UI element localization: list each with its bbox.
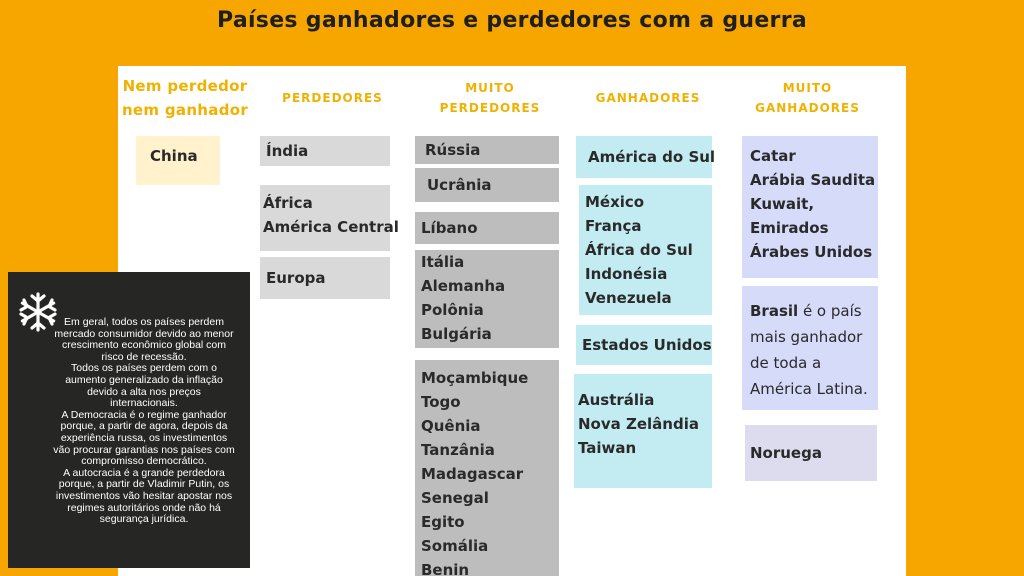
country-name: Arábia Saudita [750, 171, 876, 189]
country-name: Polônia [421, 301, 484, 319]
country-name: Egito [421, 513, 465, 531]
note-line: regimes autoritários onde não há [67, 501, 221, 514]
country-name: Noruega [750, 444, 822, 462]
brazil-text: América Latina. [750, 380, 868, 398]
note-line: risco de recessão. [101, 350, 187, 363]
country-box-south-america [576, 136, 716, 178]
header-big-losers-line: MUITO [465, 81, 515, 95]
country-name: Austrália [578, 391, 655, 409]
country-name: Benin [421, 561, 470, 576]
note-line: compromisso democrático. [81, 455, 207, 468]
note-panel [8, 272, 250, 568]
note-line: experiência russa, os investimentos [60, 431, 228, 444]
note-line: A Democracia é o regime ganhador [61, 408, 227, 421]
country-name: África do Sul [585, 241, 693, 259]
note-line: Todos os países perdem com o [71, 362, 217, 375]
country-name: Rússia [425, 141, 481, 159]
country-name: Togo [421, 393, 461, 411]
country-box-europe-losers [415, 250, 559, 348]
header-losers [270, 88, 395, 108]
country-name: Moçambique [421, 369, 529, 387]
country-name: Senegal [421, 489, 489, 507]
note-line: porque, a partir de Vladimir Putin, os [58, 478, 230, 491]
header-big-losers [420, 78, 560, 118]
country-name: Índia [266, 142, 309, 160]
country-name: Líbano [421, 219, 478, 237]
country-box-norway [745, 425, 877, 481]
country-box-africa-losers [415, 360, 559, 576]
country-name: Catar [750, 147, 796, 165]
brazil-text: de toda a [750, 354, 822, 372]
country-name: Tanzânia [421, 441, 495, 459]
country-name: Quênia [421, 417, 481, 435]
note-line: devido a alta nos preços [87, 385, 201, 398]
country-box-lebanon [415, 212, 559, 244]
note-line: Em geral, todos os países perdem [64, 316, 224, 328]
note-line: porque, a partir de agora, depois da [60, 420, 228, 433]
country-name: Estados Unidos [582, 336, 712, 354]
country-name: Venezuela [585, 289, 672, 307]
country-box-oceania [574, 374, 712, 488]
header-winners [578, 88, 718, 108]
country-name: Kuwait, [750, 195, 815, 213]
brazil-text: mais ganhador [750, 328, 863, 346]
country-box-winners-mixed [579, 185, 712, 315]
country-name: Itália [421, 253, 465, 271]
brazil-text: é o país [798, 302, 862, 320]
country-box-europa [260, 257, 390, 299]
page-title: Países ganhadores e perdedores com a guerra [216, 8, 807, 33]
note-line: investimentos vão hesitar apostar nos [55, 489, 233, 502]
note-line: crescimento econômico global com [62, 339, 226, 352]
header-big-winners-line: MUITO [782, 81, 833, 95]
country-box-brazil [742, 286, 878, 410]
country-name: Indonésia [585, 265, 668, 283]
country-box-gulf [742, 136, 878, 278]
country-box-india [260, 136, 390, 166]
country-name: América do Sul [588, 148, 716, 166]
header-neutral-line: Nem perdedor [122, 77, 248, 95]
note-line: aumento generalizado da inflação [65, 373, 223, 386]
country-name: Alemanha [421, 277, 506, 295]
header-neutral-line: nem ganhador [121, 101, 249, 119]
note-line: vão procurar garantias nos países com [53, 443, 235, 456]
note-line: mercado consumidor devido ao menor [54, 327, 234, 340]
country-box-china [136, 136, 220, 185]
country-name: Árabes Unidos [750, 243, 873, 261]
country-name: México [585, 193, 645, 211]
country-name: Somália [421, 537, 489, 555]
country-name: Taiwan [578, 439, 637, 457]
country-box-usa [576, 325, 712, 365]
country-box-russia [415, 136, 559, 164]
country-box-africa [260, 185, 399, 251]
header-losers-line: PERDEDORES [282, 91, 383, 105]
country-name: Nova Zelândia [578, 415, 699, 433]
header-big-winners [740, 78, 875, 118]
country-name: França [585, 217, 642, 235]
country-name: Bulgária [421, 325, 492, 343]
country-name: Europa [266, 269, 326, 287]
country-name: Ucrânia [427, 176, 492, 194]
note-line: segurança jurídica. [99, 513, 189, 526]
country-name: África [263, 194, 313, 212]
header-winners-line: GANHADORES [595, 91, 701, 105]
header-neutral [120, 74, 250, 122]
header-big-losers-line: PERDEDORES [439, 101, 541, 115]
country-name: China [150, 147, 198, 165]
country-name: Madagascar [421, 465, 524, 483]
country-name: América Central [263, 218, 399, 236]
header-big-winners-line: GANHADORES [755, 101, 860, 115]
note-line: internacionais. [110, 397, 178, 410]
note-text [42, 317, 246, 526]
country-box-ukraine [415, 168, 559, 202]
brazil-name: Brasil [750, 302, 799, 320]
note-line: A autocracia é a grande perdedora [63, 466, 225, 479]
country-name: Emirados [750, 219, 829, 237]
